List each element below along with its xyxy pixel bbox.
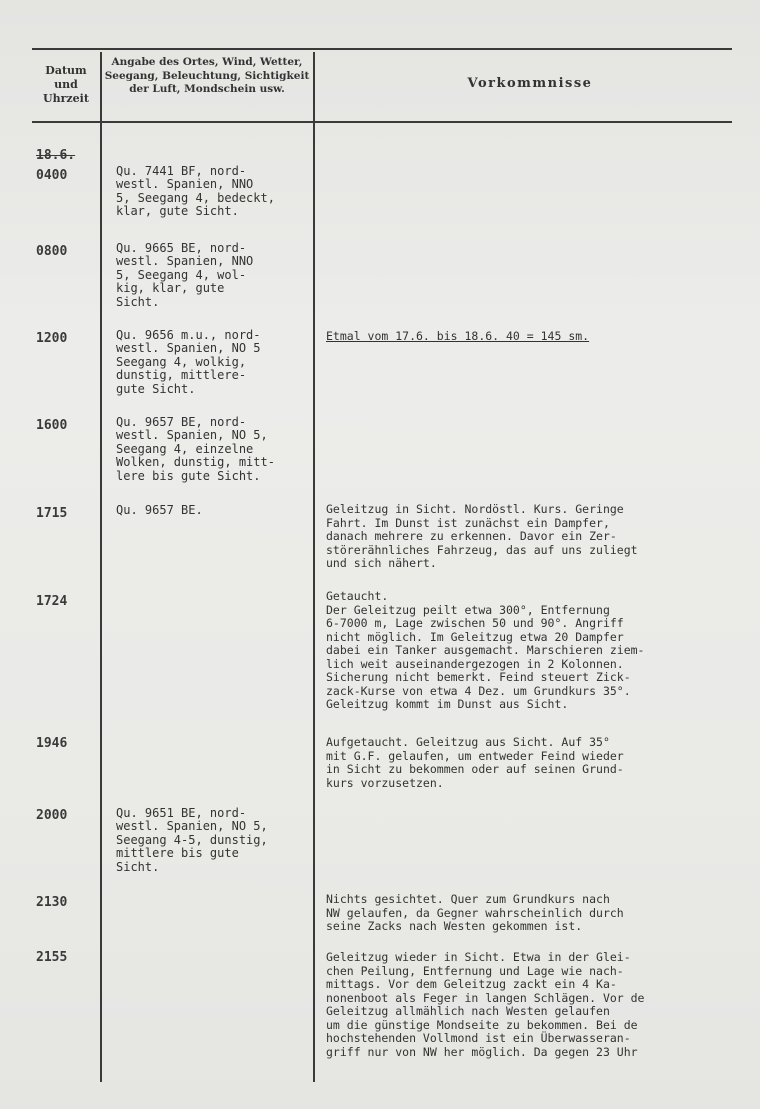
header-bottom-rule — [32, 121, 732, 123]
entry-time: 1600 — [36, 418, 68, 433]
entry-event: Geleitzug in Sicht. Nordöstl. Kurs. Geringe Fahrt. Im Dunst ist zunächst ein Dampfer, danach mehrere zu erkennen. Davor ein Zer- störerähnliches Fahrzeug, das auf uns zuliegt und sich nähert. — [326, 502, 638, 570]
entry-location-weather: Qu. 9657 BE, nord- westl. Spanien, NO 5, Seegang 4, einzelne Wolken, dunstig, mitt- lere bis gute Sicht. — [116, 415, 275, 483]
entry-time: 0800 — [36, 244, 68, 259]
entry-location-weather: Qu. 9656 m.u., nord- westl. Spanien, NO 5 Seegang 4, wolkig, dunstig, mittlere- gute Sicht. — [116, 328, 261, 396]
entry-time: 1946 — [36, 736, 68, 751]
log-date: 18.6. — [36, 148, 76, 163]
entry-time: 1724 — [36, 594, 68, 609]
entry-event: Etmal vom 17.6. bis 18.6. 40 = 145 sm. — [326, 329, 590, 343]
header-location-weather: Angabe des Ortes, Wind, Wetter, Seegang, Beleuchtung, Sichtigkeit der Luft, Mondschein usw. — [104, 56, 310, 95]
entry-location-weather: Qu. 9657 BE. — [116, 503, 203, 517]
table-top-rule — [32, 48, 732, 50]
entry-time: 1715 — [36, 506, 68, 521]
entry-time: 2000 — [36, 808, 68, 823]
entry-location-weather: Qu. 7441 BF, nord- westl. Spanien, NNO 5, Seegang 4, bedeckt, klar, gute Sicht. — [116, 164, 275, 219]
header-events: Vorkommnisse — [467, 76, 593, 91]
entry-location-weather: Qu. 9651 BE, nord- westl. Spanien, NO 5, Seegang 4-5, dunstig, mittlere bis gute Sicht. — [116, 806, 268, 874]
entry-time: 1200 — [36, 331, 68, 346]
entry-event: Nichts gesichtet. Quer zum Grundkurs nach NW gelaufen, da Gegner wahrscheinlich durch seine Zacks nach Westen gekommen ist. — [326, 892, 624, 933]
entry-event: Geleitzug wieder in Sicht. Etwa in der Glei- chen Peilung, Entfernung und Lage wie nach- mittags. Vor dem Geleitzug zackt ein 4 Ka- nonenboot als Feger in langen Schlägen. Vor de Geleitzug allmählich nach Westen gelaufen um die günstige Mondseite zu bekommen. Bei de hochstehenden Vollmond ist ein Überwasseran- griff nur von NW her möglich. Da gegen 23 Uhr — [326, 950, 645, 1059]
entry-event: Aufgetaucht. Geleitzug aus Sicht. Auf 35° mit G.F. gelaufen, um entweder Feind wieder in Sicht zu bekommen oder auf seinen Grund- kurs vorzusetzen. — [326, 735, 624, 790]
header-date-time: Datum und Uhrzeit — [43, 64, 89, 105]
entry-location-weather: Qu. 9665 BE, nord- westl. Spanien, NNO 5, Seegang 4, wol- kig, klar, gute Sicht. — [116, 241, 254, 309]
col-divider-1 — [100, 52, 102, 1082]
entry-time: 2130 — [36, 895, 68, 910]
entry-time: 0400 — [36, 168, 68, 183]
entry-event: Getaucht. Der Geleitzug peilt etwa 300°, Entfernung 6-7000 m, Lage zwischen 50 und 90°. Angriff nicht möglich. Im Geleitzug etwa 20 Dampfer dabei ein Tanker ausgemacht. Marschieren ziem- lich weit auseinandergezogen in 2 Kolonnen. Sicherung nicht bemerkt. Feind steuert Zick- zack-Kurse von etwa 4 Dez. um Grundkurs 35°. Geleitzug kommt im Dunst aus Sicht. — [326, 589, 645, 711]
entry-time: 2155 — [36, 950, 68, 965]
